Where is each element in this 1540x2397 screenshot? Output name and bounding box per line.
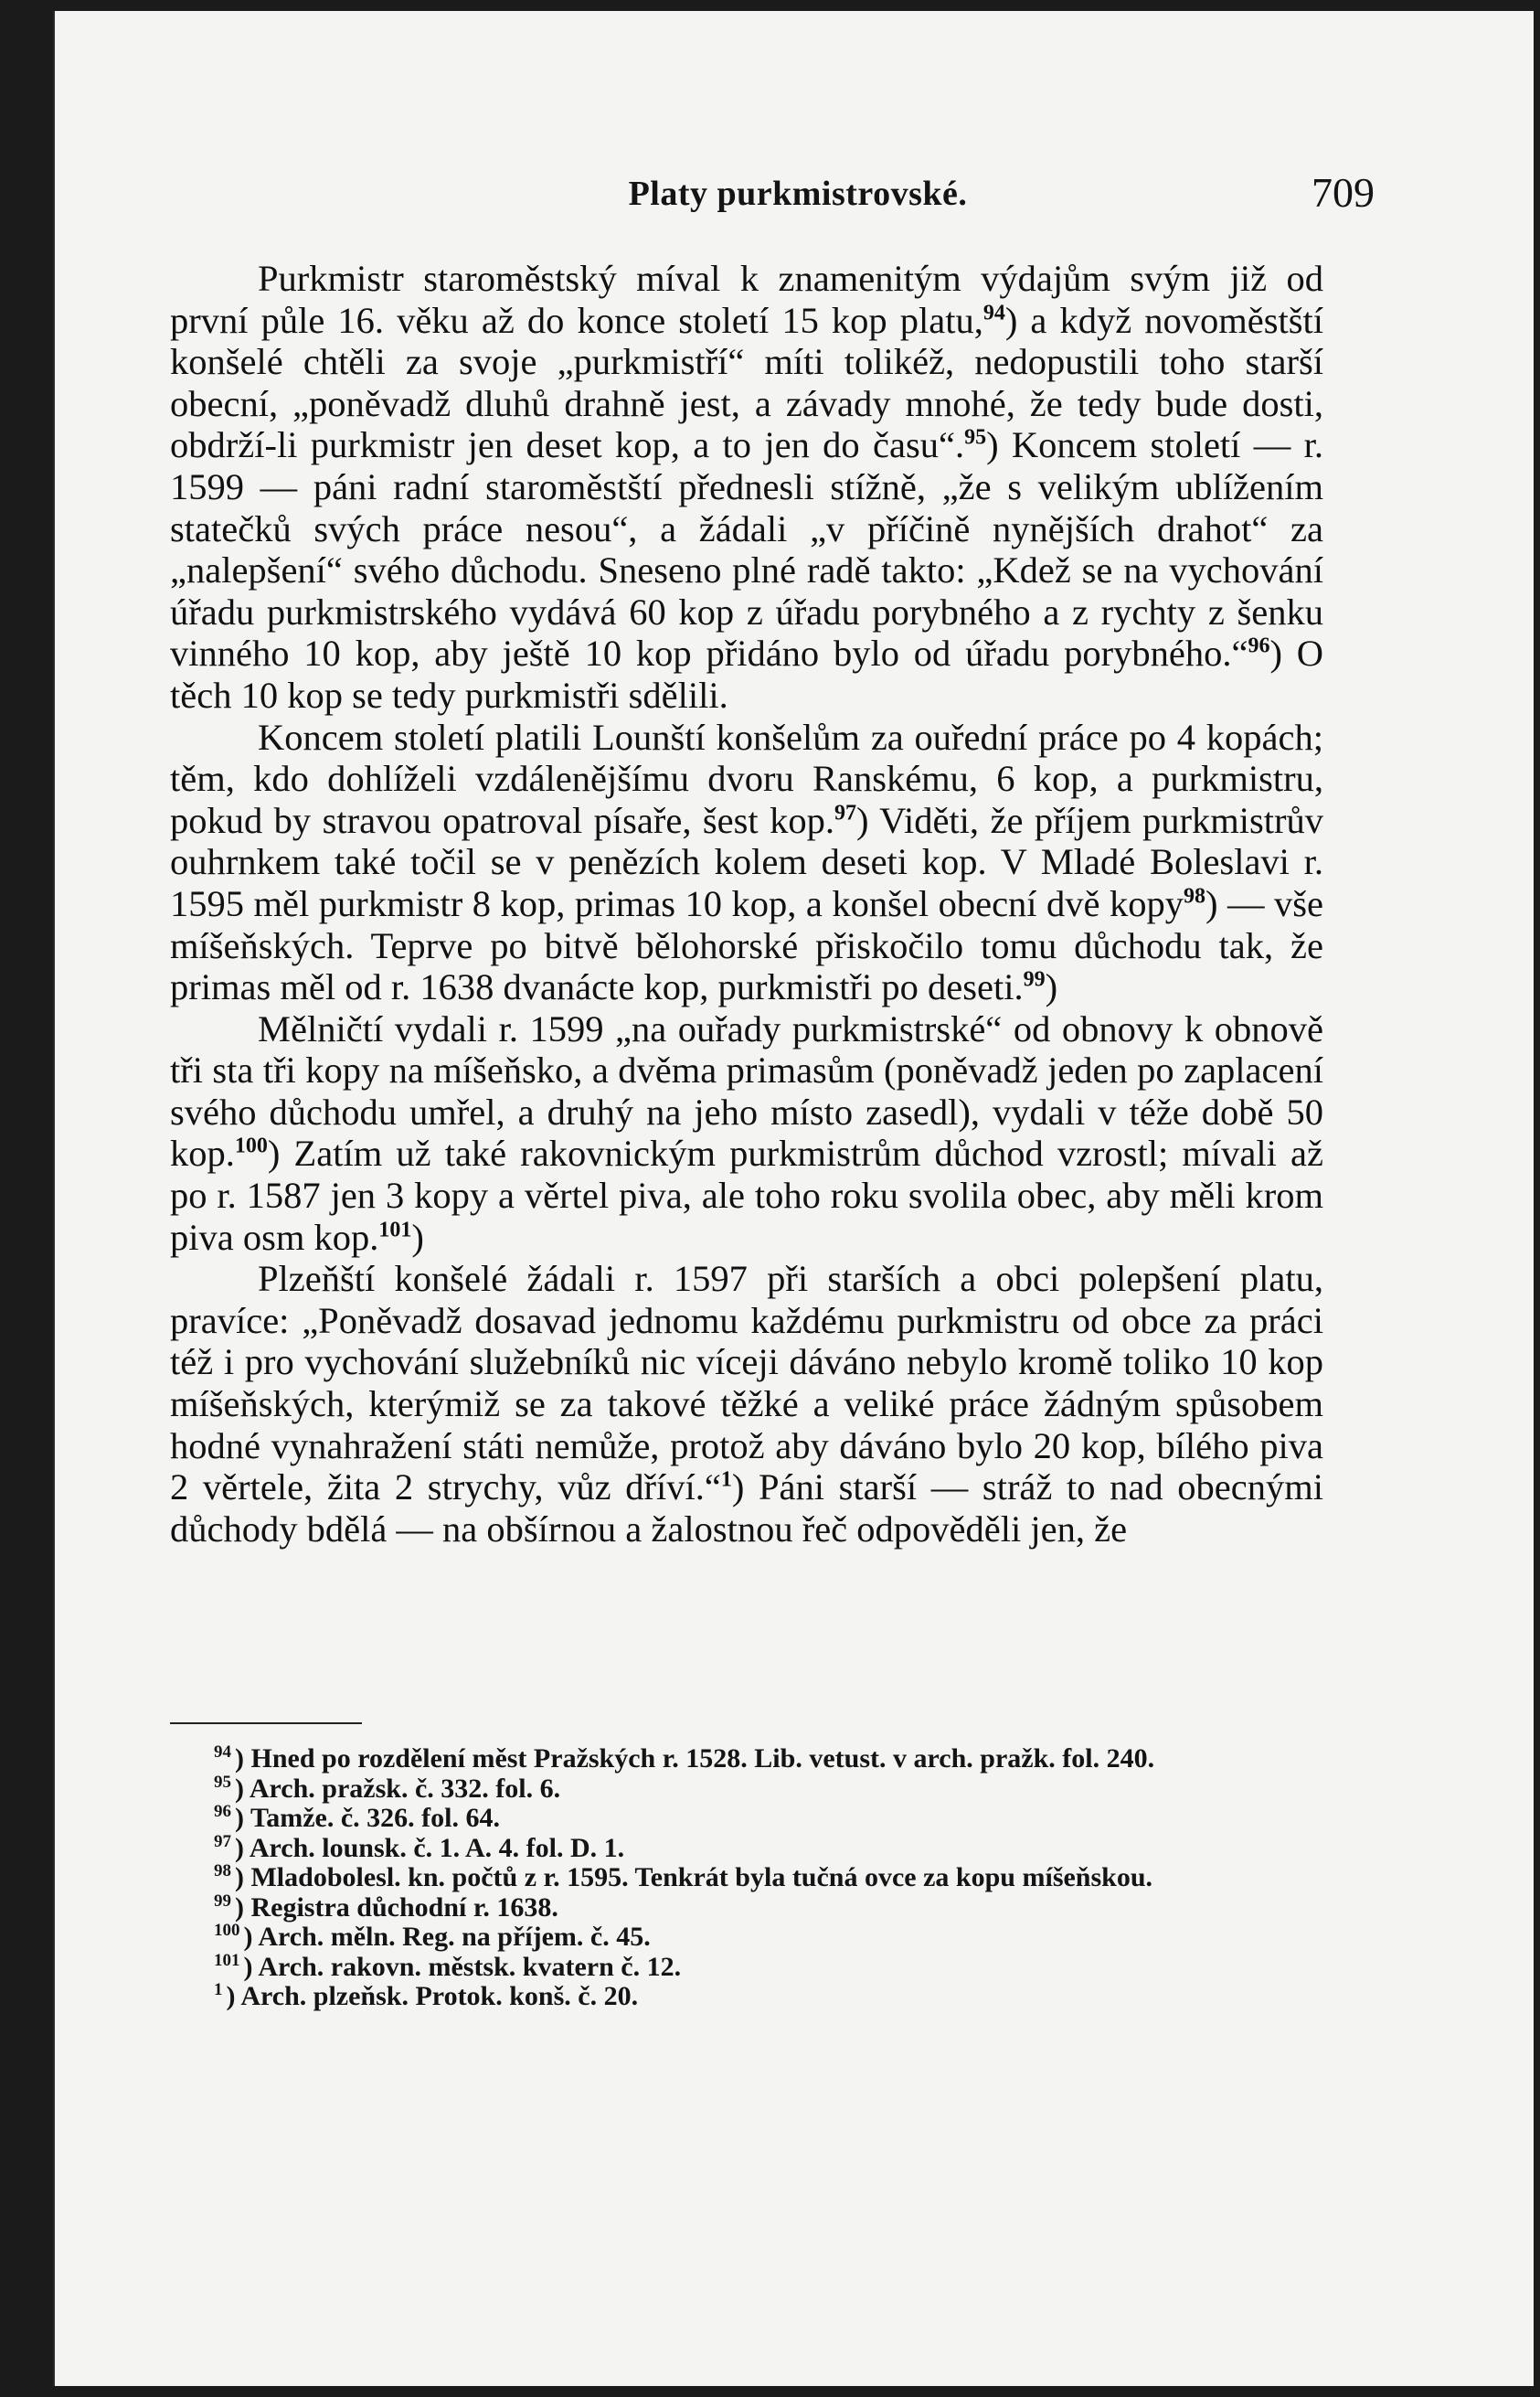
footnote-mark: 96 bbox=[214, 1802, 231, 1821]
footnote-mark: 101 bbox=[214, 1950, 240, 1970]
text-run: Mělničtí vydali r. 1599 „na ouřady purkmistrské“ od obnovy k obnově tři sta tři kopy na míšeňsko, a dvěma primasům (poněvadž jeden po zaplacení svého důchodu umřel, a druhý na jeho místo zasedl), vydali v téže době 50 kop. bbox=[170, 1007, 1323, 1175]
footnote-reference: 1 bbox=[720, 1467, 732, 1492]
footnote-reference: 95 bbox=[964, 425, 987, 450]
footnote bbox=[170, 1893, 1323, 1923]
footnote-reference: 101 bbox=[378, 1218, 412, 1242]
footnote-divider bbox=[170, 1722, 362, 1724]
text-run: ) bbox=[1045, 966, 1058, 1008]
text-run: ) Zatím už také rakovnickým purkmistrům důchod vzrostl; mívali až po r. 1587 jen 3 kopy a věrtel piva, ale toho roku svolila obec, aby měli krom piva osm kop. bbox=[170, 1133, 1323, 1258]
footnote-mark: 98 bbox=[214, 1861, 231, 1880]
footnote-mark: 94 bbox=[214, 1742, 231, 1762]
footnote bbox=[170, 1744, 1323, 1774]
paragraph bbox=[170, 1258, 1323, 1550]
footnote-mark: 100 bbox=[214, 1921, 240, 1940]
page-header bbox=[221, 165, 1375, 219]
text-run: ) a když novoměstští konšelé chtěli za svoje „purkmistří“ míti tolikéž, nedopustili toho starší obecní, „poněvadž dluhů drahně jest, a závady mnohé, že tedy bude dosti, obdrží-li purkmistr jen deset kop, a to jen do času“. bbox=[170, 299, 1323, 466]
page-number: 709 bbox=[1312, 169, 1375, 216]
text-run: ) bbox=[411, 1216, 424, 1258]
paragraph bbox=[170, 258, 1323, 717]
footnote-reference: 97 bbox=[834, 801, 856, 826]
footnote-text: ) Arch. měln. Reg. na příjem. č. 45. bbox=[243, 1922, 651, 1952]
text-run: ) — vše míšeňských. Teprve po bitvě bělohorské přiskočilo tomu důchodu tak, že primas měl od r. 1638 dvanácte kop, purkmistři po deseti. bbox=[170, 882, 1323, 1008]
footnote-text: ) Tamže. č. 326. fol. 64. bbox=[235, 1803, 500, 1833]
footnote-mark: 1 bbox=[214, 1980, 223, 1999]
book-page bbox=[53, 11, 1534, 2386]
footnote-mark: 99 bbox=[214, 1891, 231, 1911]
text-run: ) Viděti, že příjem purkmistrův ouhrnkem také točil se v penězích kolem deseti kop. V Mladé Boleslavi r. 1595 měl purkmistr 8 kop, primas 10 kop, a konšel obecní dvě kopy bbox=[170, 799, 1324, 924]
text-run: ) Koncem století — r. 1599 — páni radní staroměstští přednesli stížně, „že s velikým ublížením statečků svých práce nesou“, a žádali „v příčině nynějších drahot“ za „nalepšení“ svého důchodu. Sneseno plné radě takto: „Kdež se na vychování úřadu purkmistrského vydává 60 kop z úřadu porybného a z rychty z šenku vinného 10 kop, aby ještě 10 kop přidáno bylo od úřadu porybného.“ bbox=[170, 424, 1323, 675]
footnote-reference: 98 bbox=[1184, 884, 1206, 909]
footnote bbox=[170, 1831, 1323, 1864]
footnote bbox=[170, 1774, 1323, 1805]
paragraph bbox=[170, 1008, 1323, 1259]
text-run: ) Páni starší — stráž to nad obecnými důchody bdělá — na obšírnou a žalostnou řeč odpověděli jen, že bbox=[170, 1466, 1323, 1550]
text-run: Plzeňští konšelé žádali r. 1597 při starších a obci polepšení platu, pravíce: „Poněvadž dosavad jednomu každému purkmistru od obce za práci též i pro vychování služebníků nic víceji dáváno nebylo kromě toliko 10 kop míšeňských, kterýmiž se za takové těžké a veliké práce žádným spůsobem hodné vynahražení státi nemůže, protož aby dáváno bylo 20 kop, bílého piva 2 věrtele, žita 2 strychy, vůz dříví.“ bbox=[170, 1258, 1323, 1508]
main-text bbox=[170, 258, 1323, 1550]
footnote-mark: 95 bbox=[214, 1772, 231, 1792]
text-run: Koncem století platili Lounští konšelům za ouřední práce po 4 kopách; těm, kdo dohlíželi vzdálenějšímu dvoru Ranskému, 6 kop, a purkmistru, pokud by stravou opatroval písaře, šest kop. bbox=[170, 716, 1323, 841]
footnote bbox=[170, 1923, 1323, 1953]
footnote bbox=[170, 1950, 1323, 1983]
running-title: Platy purkmistrovské. bbox=[628, 175, 968, 213]
footnote-text: ) Hned po rozdělení měst Pražských r. 1528. Lib. vetust. v arch. pražk. fol. 240. bbox=[235, 1743, 1155, 1774]
footnote bbox=[170, 1804, 1323, 1834]
footnote-reference: 100 bbox=[234, 1134, 268, 1158]
footnote-reference: 94 bbox=[982, 301, 1005, 325]
footnote-reference: 99 bbox=[1023, 967, 1046, 992]
footnote-mark: 97 bbox=[214, 1831, 231, 1851]
footnote-text: ) Arch. pražsk. č. 332. fol. 6. bbox=[235, 1773, 561, 1804]
footnote-text: ) Registra důchodní r. 1638. bbox=[235, 1891, 558, 1923]
footnote-reference: 96 bbox=[1248, 634, 1270, 658]
text-run: ) O těch 10 kop se tedy purkmistři sdělili. bbox=[170, 633, 1323, 716]
footnote-text: ) Arch. plzeňsk. Protok. konš. č. 20. bbox=[226, 1981, 639, 2011]
text-run: Purkmistr staroměstský míval k znamenitým výdajům svým již od první půle 16. věku až do konce století 15 kop platu, bbox=[170, 258, 1323, 341]
footnotes bbox=[170, 1744, 1323, 2012]
footnote bbox=[170, 1863, 1323, 1893]
paragraph bbox=[170, 717, 1323, 1008]
footnote-text: ) Arch. lounsk. č. 1. A. 4. fol. D. 1. bbox=[235, 1832, 625, 1863]
footnote-text: ) Arch. rakovn. městsk. kvatern č. 12. bbox=[243, 1951, 682, 1982]
footnote-text: ) Mladobolesl. kn. počtů z r. 1595. Tenkrát byla tučná ovce za kopu míšeňskou. bbox=[235, 1862, 1153, 1892]
footnote bbox=[170, 1982, 1323, 2012]
